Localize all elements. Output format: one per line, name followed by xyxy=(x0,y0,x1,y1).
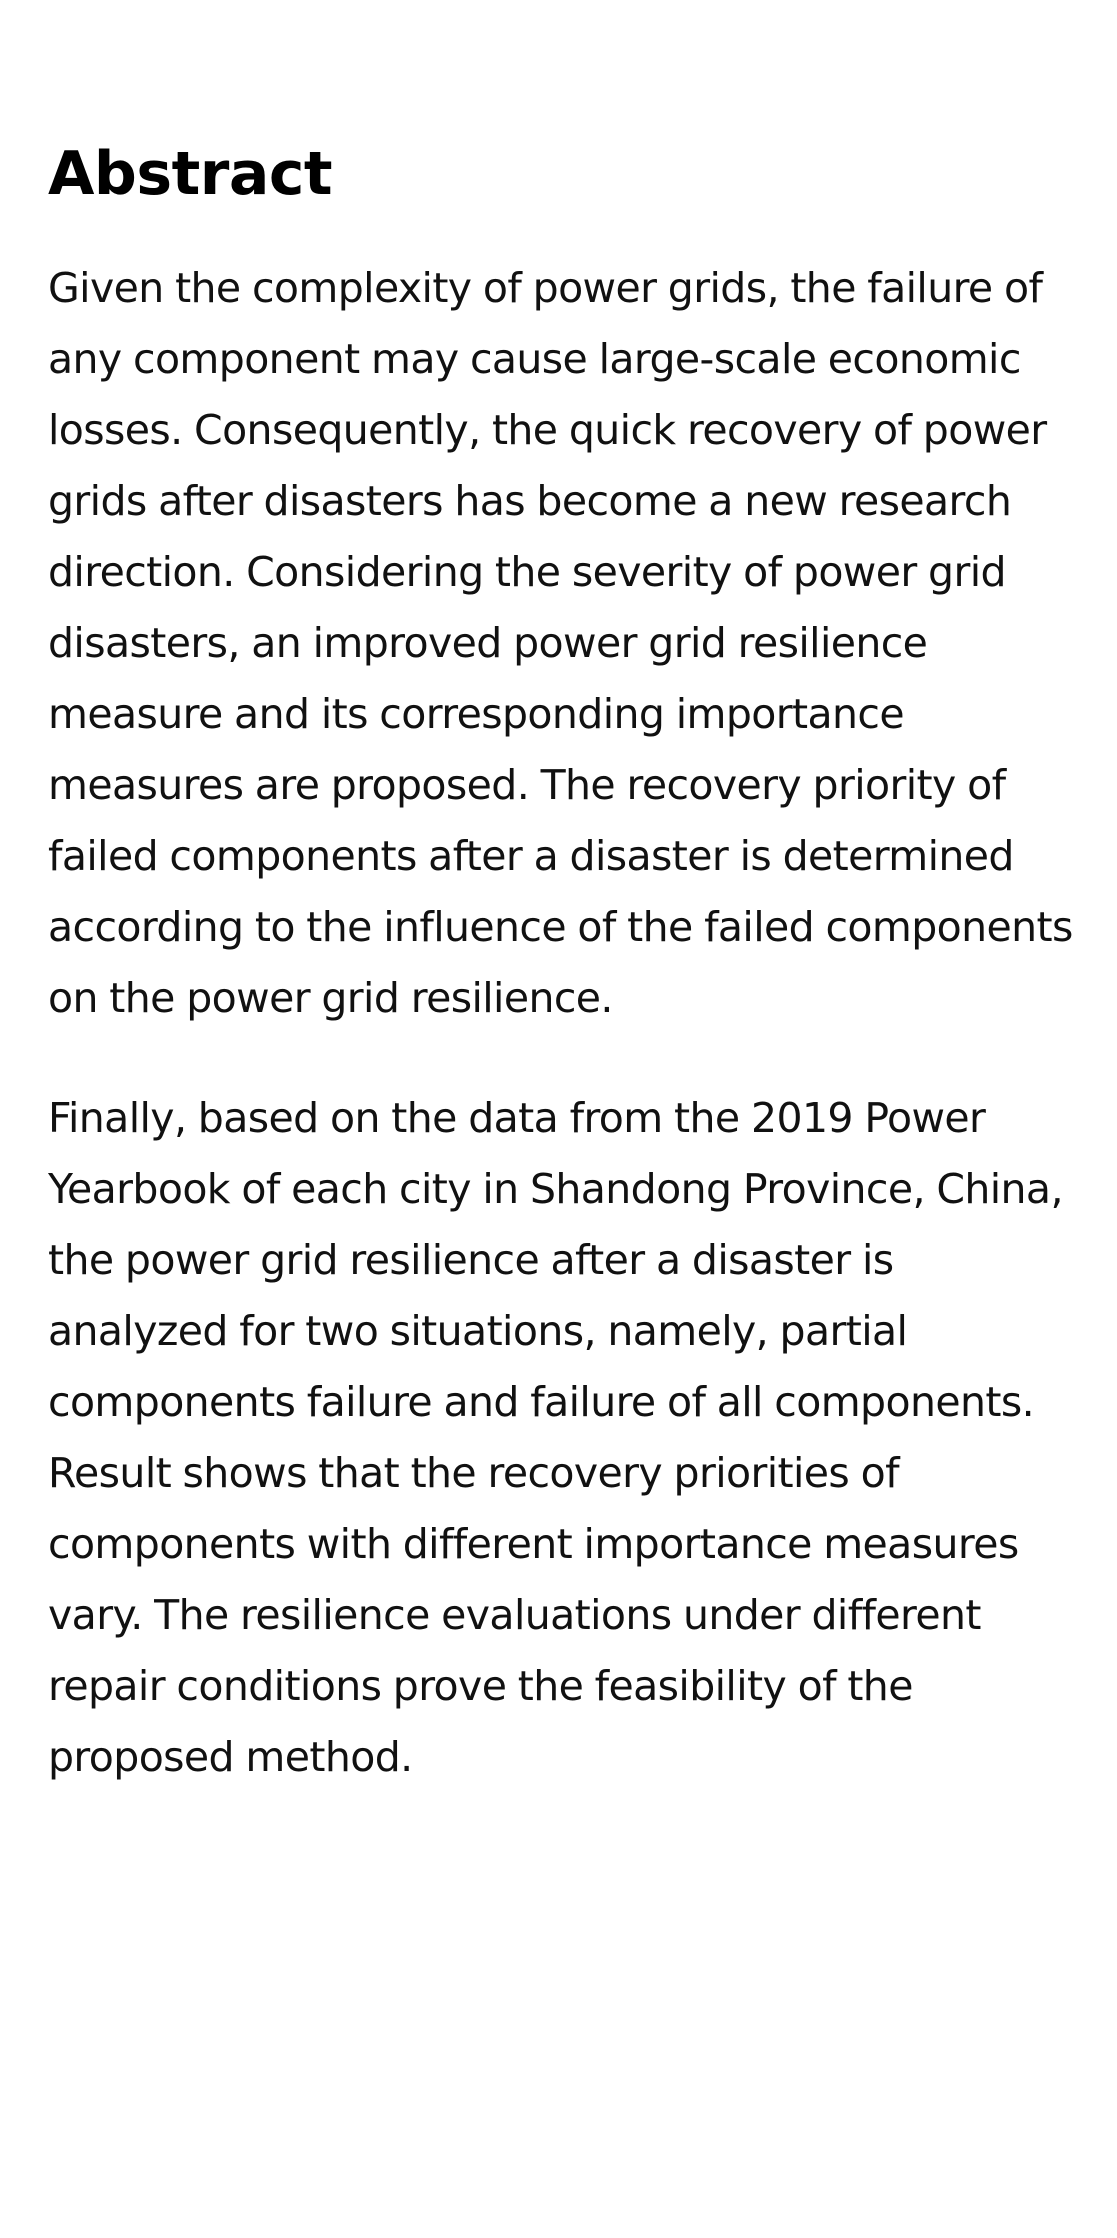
abstract-paragraph-2: Finally, based on the data from the 2019 Power Yearbook of each city in Shandong Province, China, the power grid resilience after a disaster is analyzed for two situations, namely, partial components failure and failure of all components. Result shows that the recovery priorities of components with different importance measures vary. The resilience evaluations under different repair conditions prove the feasibility of the proposed method. xyxy=(48,1094,1063,1781)
abstract-heading: Abstract xyxy=(48,139,333,209)
abstract-section xyxy=(48,0,1078,1793)
abstract-paragraph-1: Given the complexity of power grids, the failure of any component may cause large-scale economic losses. Consequently, the quick recovery of power grids after disasters has become a new research direction. Considering the severity of power grid disasters, an improved power grid resilience measure and its corresponding importance measures are proposed. The recovery priority of failed components after a disaster is determined according to the influence of the failed components on the power grid resilience. xyxy=(48,264,1073,1022)
